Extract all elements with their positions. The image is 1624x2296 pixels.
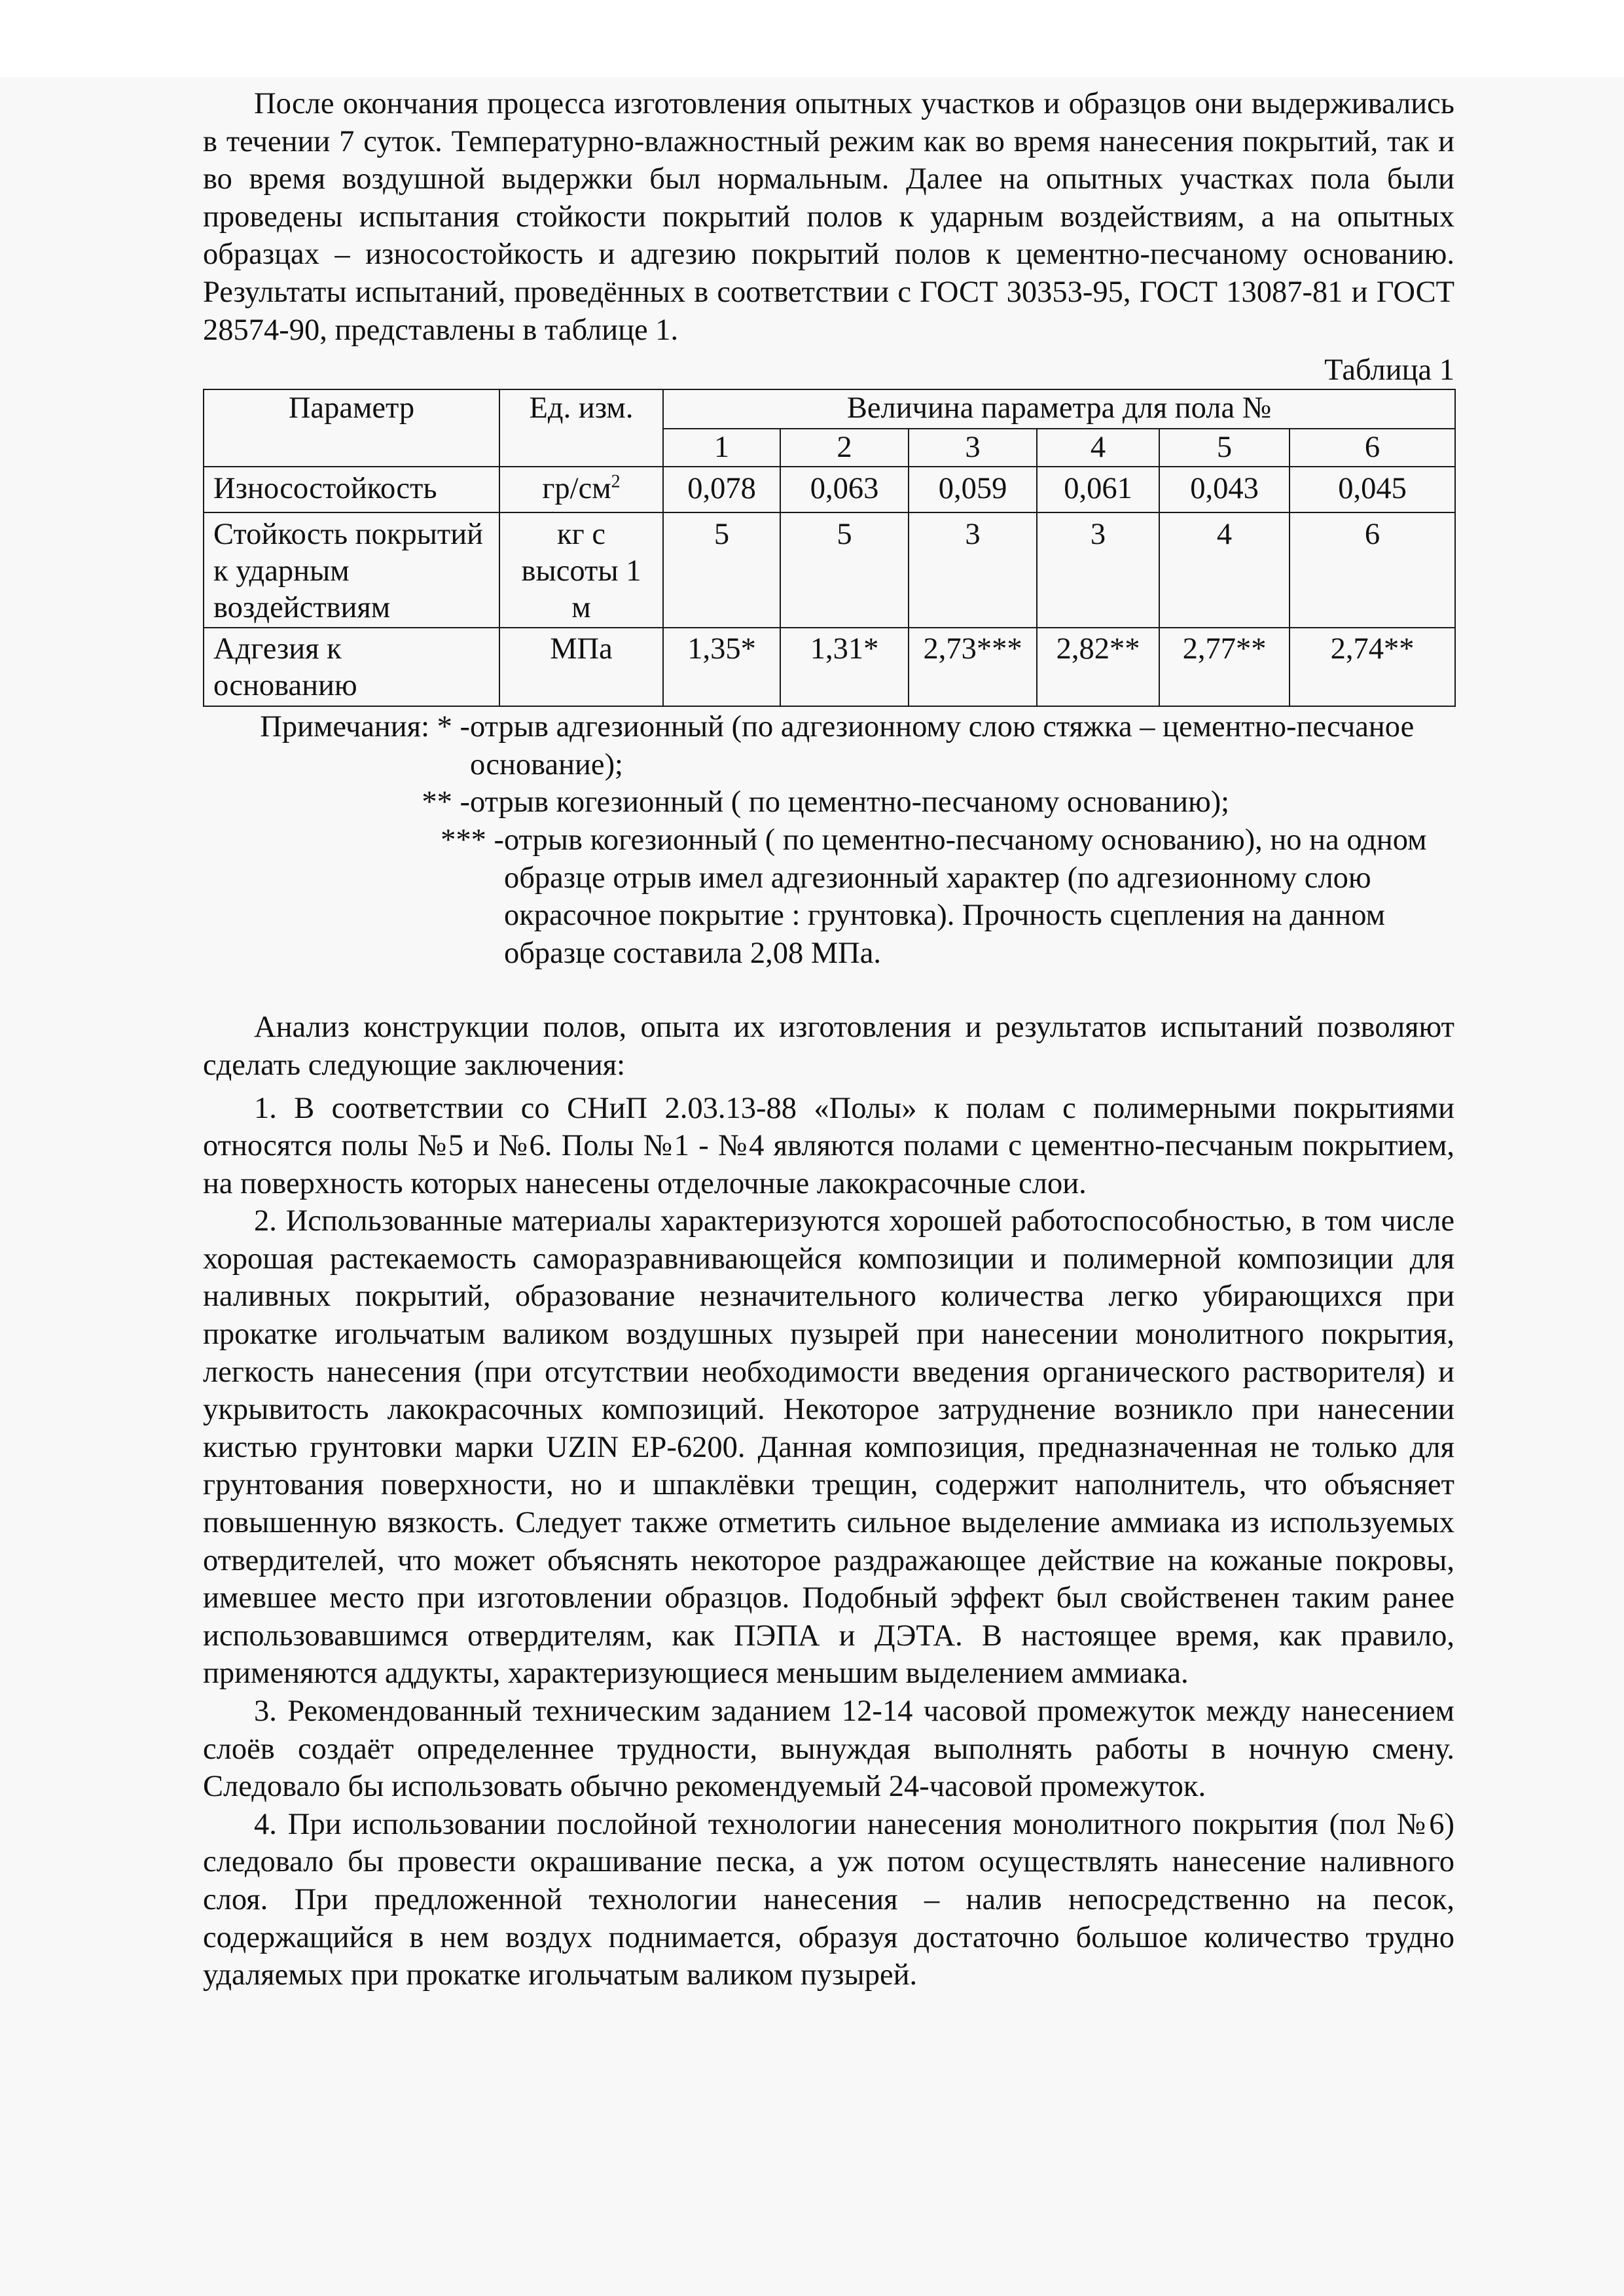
row-unit: МПа xyxy=(499,628,663,706)
notes-label xyxy=(203,708,470,783)
row-parameter: Износостойкость xyxy=(204,467,499,512)
note-mark: *** - xyxy=(441,823,504,857)
table-cell: 1,35* xyxy=(663,628,780,706)
table-cell: 2,82** xyxy=(1037,628,1159,706)
note-item xyxy=(203,708,1454,783)
table-cell: 4 xyxy=(1159,512,1290,628)
table-cell: 3 xyxy=(1037,512,1159,628)
note-text: отрыв когезионный ( по цементно-песчаному основанию), но на одном образце отрыв имел адгезионный характер (по адгезионному слою окрасочное покрытие : грунтовка). Прочность сцепления на данном образце составила 2,08 МПа. xyxy=(504,823,1427,970)
note-mark: * - xyxy=(437,710,470,744)
table-row xyxy=(204,467,1455,512)
analysis-intro: Анализ конструкции полов, опыта их изготовления и результатов испытаний позволяют сделать следующие заключения: xyxy=(203,1011,1454,1082)
table-cell: 0,061 xyxy=(1037,467,1159,512)
document-page xyxy=(203,85,1454,1994)
table-cell: 3 xyxy=(909,512,1037,628)
list-item: 4. При использовании послойной технологии нанесения монолитного покрытия (пол №6) следовало бы провести окрашивание песка, а уж потом осуществлять нанесение наливного слоя. При предложенной технологии нанесения – налив непосредственно на песок, содержащийся в нем воздух поднимается, образуя достаточно большое количество трудно удаляемых при прокатке игольчатым валиком пузырей. xyxy=(203,1807,1454,1992)
row-unit xyxy=(499,467,663,512)
row-parameter: Стойкость покрытий к ударным воздействиям xyxy=(204,512,499,628)
table-cell: 2,77** xyxy=(1159,628,1290,706)
list-item: 1. В соответствии со СНиП 2.03.13-88 «Полы» к полам с полимерными покрытиями относятся полы №5 и №6. Полы №1 - №4 являются полами с цементно-песчаным покрытием, на поверхность которых нанесены отделочные лакокрасочные слои. xyxy=(203,1091,1454,1200)
conclusions-list xyxy=(203,1090,1454,1994)
list-item: 3. Рекомендованный техническим заданием 12-14 часовой промежуток между нанесением слоёв создаёт определеннее трудности, вынуждая выполнять работы в ночную смену. Следовало бы использовать обычно рекомендуемый 24-часовой промежуток. xyxy=(203,1695,1454,1804)
header-unit: Ед. изм. xyxy=(499,389,663,467)
unit-text: гр/см xyxy=(542,472,611,506)
table-cell: 0,063 xyxy=(780,467,909,512)
note-item xyxy=(203,783,1454,821)
table-row xyxy=(204,512,1455,628)
row-parameter: Адгезия к основанию xyxy=(204,628,499,706)
header-floor-number: 2 xyxy=(780,429,909,467)
table-cell: 2,73*** xyxy=(909,628,1037,706)
header-floor-number: 5 xyxy=(1159,429,1290,467)
table-cell: 0,045 xyxy=(1290,467,1455,512)
spacer xyxy=(203,972,1454,1009)
table-row xyxy=(204,628,1455,706)
note-mark: ** - xyxy=(422,785,470,819)
header-floor-number: 4 xyxy=(1037,429,1159,467)
table-cell: 1,31* xyxy=(780,628,909,706)
table-cell: 2,74** xyxy=(1290,628,1455,706)
table-cell: 5 xyxy=(780,512,909,628)
header-floor-number: 3 xyxy=(909,429,1037,467)
row-unit: кг с высоты 1 м xyxy=(499,512,663,628)
header-floor-number: 6 xyxy=(1290,429,1455,467)
results-table xyxy=(203,389,1456,707)
note-item xyxy=(203,821,1454,972)
table-caption: Таблица 1 xyxy=(1324,353,1454,387)
table-cell: 0,078 xyxy=(663,467,780,512)
header-parameter: Параметр xyxy=(204,389,499,467)
table-cell: 6 xyxy=(1290,512,1455,628)
note-text: отрыв адгезионный (по адгезионному слою стяжка – цементно-песчаное основание); xyxy=(470,710,1415,781)
header-floor-number: 1 xyxy=(663,429,780,467)
notes-label-text: Примечания: xyxy=(260,710,429,744)
unit-superscript: 2 xyxy=(611,471,621,492)
table-cell: 5 xyxy=(663,512,780,628)
table-cell: 0,043 xyxy=(1159,467,1290,512)
table-cell: 0,059 xyxy=(909,467,1037,512)
header-value: Величина параметра для пола № xyxy=(663,389,1455,429)
table-notes xyxy=(203,708,1454,972)
note-text: отрыв когезионный ( по цементно-песчаному основанию); xyxy=(470,785,1230,819)
intro-paragraph: После окончания процесса изготовления опытных участков и образцов они выдерживались в течении 7 суток. Температурно-влажностный режим как во время нанесения покрытий, так и во время воздушной выдержки был нормальным. Далее на опытных участках пола были проведены испытания стойкости покрытий полов к ударным воздействиям, а на опытных образцах – износостойкость и адгезию покрытий полов к цементно-песчаному основанию. Результаты испытаний, проведённых в соответствии с ГОСТ 30353-95, ГОСТ 13087-81 и ГОСТ 28574-90, представлены в таблице 1. xyxy=(203,87,1454,347)
list-item: 2. Использованные материалы характеризуются хорошей работоспособностью, в том числе хорошая растекаемость саморазравнивающейся композиции и полимерной композиции для наливных покрытий, образование незначительного количества легко убирающихся при прокатке игольчатым валиком воздушных пузырей при нанесении монолитного покрытия, легкость нанесения (при отсутствии необходимости введения органического растворителя) и укрывитость лакокрасочных композиций. Некоторое затруднение возникло при нанесении кистью грунтовки марки UZIN EP-6200. Данная композиция, предназначенная не только для грунтования поверхности, но и шпаклёвки трещин, содержит наполнитель, что объясняет повышенную вязкость. Следует также отметить сильное выделение аммиака из используемых отвердителей, что может объяснять некоторое раздражающее действие на кожаные покровы, имевшее место при изготовлении образцов. Подобный эффект был свойственен таким ранее использовавшимся отвердителям, как ПЭПА и ДЭТА. В настоящее время, как правило, применяются аддукты, характеризующиеся меньшим выделением аммиака. xyxy=(203,1204,1454,1691)
